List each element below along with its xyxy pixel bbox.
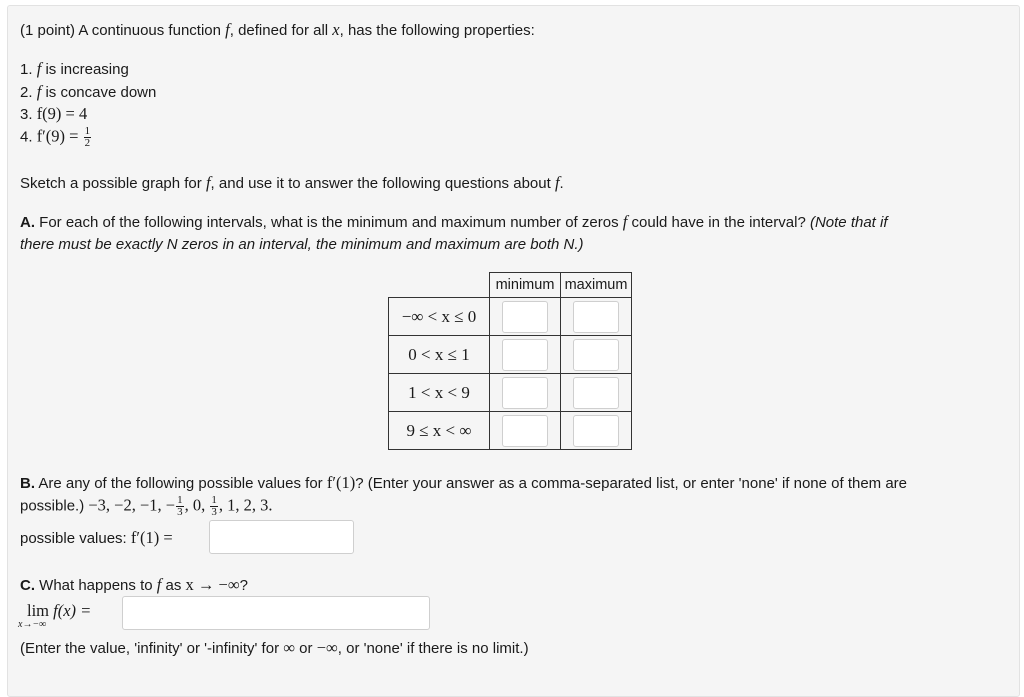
interval-label: 9 ≤ x < ∞ bbox=[389, 412, 490, 450]
min-input-row1[interactable] bbox=[502, 301, 548, 333]
part-c-question: C. What happens to f as x → −∞? bbox=[20, 575, 248, 594]
property-4: 4. f′(9) = $\frac{1}{2}$ bbox=[20, 125, 91, 149]
col-header-minimum: minimum bbox=[490, 273, 561, 298]
min-input-row3[interactable] bbox=[502, 377, 548, 409]
table-corner bbox=[389, 273, 490, 298]
interval-label: −∞ < x ≤ 0 bbox=[389, 298, 490, 336]
sketch-instruction: Sketch a possible graph for f, and use it to answer the following questions about f. bbox=[20, 173, 564, 192]
property-2: 2. f is concave down bbox=[20, 82, 157, 101]
part-b-values: possible.) −3, −2, −1, − $\frac{1}{3}$ , 0, $\frac{1}{3}$ , 1, 2, 3. bbox=[20, 494, 273, 518]
part-b-answer-label: possible values: f′(1) = bbox=[20, 528, 173, 547]
limit-subscript: x→−∞ bbox=[18, 619, 47, 630]
col-header-maximum: maximum bbox=[561, 273, 632, 298]
max-input-row1[interactable] bbox=[573, 301, 619, 333]
zeros-table bbox=[388, 272, 632, 450]
intro-text: (1 point) A continuous function f, defined for all x, has the following properties: bbox=[20, 20, 535, 39]
part-a-question: A. For each of the following intervals, what is the minimum and maximum number of zeros f could have in the interval? (Note that if bbox=[20, 212, 888, 231]
part-c-hint: (Enter the value, 'infinity' or '-infinity' for ∞ or −∞, or 'none' if there is no limit.) bbox=[20, 638, 529, 657]
max-input-row4[interactable] bbox=[573, 415, 619, 447]
table-row bbox=[389, 298, 632, 336]
property-3: 3. f(9) = 4 bbox=[20, 104, 88, 123]
interval-label: 0 < x ≤ 1 bbox=[389, 336, 490, 374]
table-row bbox=[389, 412, 632, 450]
max-input-row2[interactable] bbox=[573, 339, 619, 371]
min-input-row4[interactable] bbox=[502, 415, 548, 447]
part-b-answer-input[interactable] bbox=[209, 520, 354, 554]
part-a-note: there must be exactly N zeros in an interval, the minimum and maximum are both N.) bbox=[20, 236, 584, 253]
property-1: 1. f is increasing bbox=[20, 59, 129, 78]
interval-label: 1 < x < 9 bbox=[389, 374, 490, 412]
fraction-one-third: $\frac{1}{3}$ bbox=[177, 494, 183, 518]
min-input-row2[interactable] bbox=[502, 339, 548, 371]
fraction-one-half: $\frac{1}{2}$ bbox=[84, 125, 91, 149]
part-b-question: B. Are any of the following possible values for f′(1)? (Enter your answer as a comma-separated list, or enter 'none' if none of them are bbox=[20, 473, 908, 492]
table-row bbox=[389, 374, 632, 412]
limit-label: lim f(x) = bbox=[27, 601, 92, 620]
part-c-answer-input[interactable] bbox=[122, 596, 430, 630]
max-input-row3[interactable] bbox=[573, 377, 619, 409]
fraction-one-third: $\frac{1}{3}$ bbox=[211, 494, 217, 518]
table-row bbox=[389, 336, 632, 374]
